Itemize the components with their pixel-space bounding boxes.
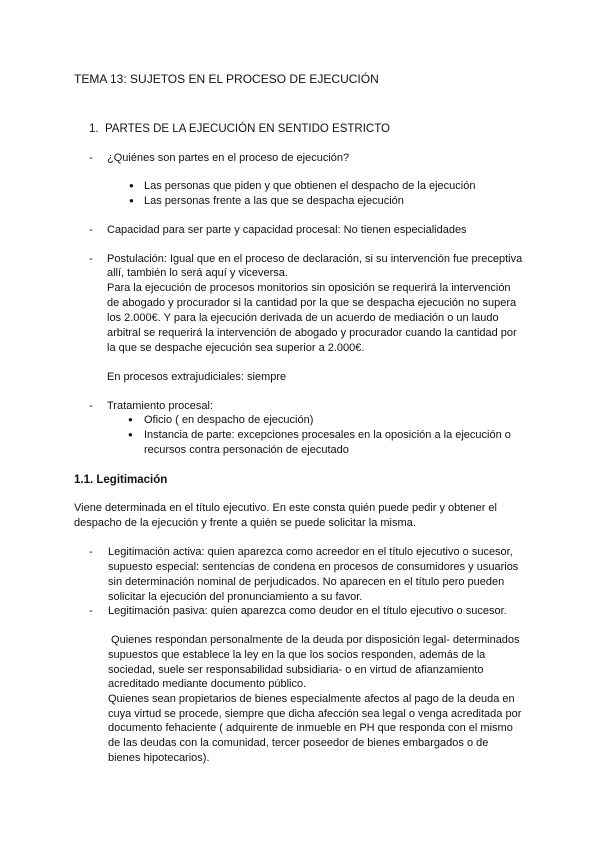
list-dash: -	[89, 546, 93, 558]
paragraph-line: cuya virtud se procede, siempre que dicha afección sea legal o venga acreditada por	[108, 708, 522, 720]
paragraph-line: la que se despache ejecución sea superior a 2.000€.	[107, 342, 365, 354]
bullet-item: Oficio ( en despacho de ejecución)	[144, 414, 314, 426]
paragraph-line: de las deudas con la comunidad, tercer poseedor de bienes embargados o de	[108, 737, 489, 749]
paragraph-line: sin determinación nominal de perjudicados. No aparecen en el título pero pueden	[108, 576, 505, 588]
paragraph-line: solicitar la ejecución del pronunciamiento a su favor.	[108, 591, 363, 603]
paragraph-line: allí, también lo será aquí y viceversa.	[107, 267, 288, 279]
paragraph-line: Quienes sean propietarios de bienes especialmente afectos al pago de la deuda en	[108, 693, 515, 705]
paragraph-line: Legitimación activa: quien aparezca como acreedor en el título ejecutivo o sucesor,	[108, 546, 513, 558]
page-title: TEMA 13: SUJETOS EN EL PROCESO DE EJECUCIÓN	[74, 72, 379, 86]
bullet-item: Las personas que piden y que obtienen el despacho de la ejecución	[144, 180, 476, 192]
list-item: ¿Quiénes son partes en el proceso de ejecución?	[107, 152, 350, 164]
list-item: Capacidad para ser parte y capacidad procesal: No tienen especialidades	[107, 224, 467, 236]
section-heading	[89, 122, 390, 136]
paragraph-line: Postulación: Igual que en el proceso de declaración, si su intervención fue preceptiva	[107, 253, 523, 265]
paragraph-line: Viene determinada en el título ejecutivo. En este consta quién puede pedir y obtener el	[74, 502, 497, 514]
bullet-item: Las personas frente a las que se despacha ejecución	[144, 195, 404, 207]
paragraph-line: de abogado y procurador si la cantidad por la que se despacha ejecución no supera	[107, 297, 517, 309]
paragraph-line: bienes hipotecarios).	[108, 752, 210, 764]
paragraph-line: supuestos que establece la ley en la que los socios responden, además de la	[108, 649, 486, 661]
bullet-item-continuation: recursos contra personación de ejecutado	[144, 444, 349, 456]
list-item: Legitimación pasiva: quien aparezca como deudor en el título ejecutivo o sucesor.	[108, 605, 507, 617]
list-dash: -	[89, 152, 93, 164]
paragraph-line: documento fehaciente ( adquirente de inmueble en PH que responda con el mismo	[108, 722, 513, 734]
list-dash: -	[89, 400, 93, 412]
paragraph-line: acreditado mediante documento público.	[108, 678, 307, 690]
paragraph-line: Quienes respondan personalmente de la deuda por disposición legal- determinados	[108, 634, 520, 646]
list-dash: -	[89, 253, 93, 265]
paragraph-line: En procesos extrajudiciales: siempre	[107, 371, 287, 383]
section-title: PARTES DE LA EJECUCIÓN EN SENTIDO ESTRICTO	[104, 123, 390, 135]
paragraph-line: arbitral se requerirá la intervención de abogado y procurador cuando la cantidad por	[107, 327, 517, 339]
paragraph-line: supuesto especial: sentencias de condena en procesos de consumidores y usuarios	[108, 561, 519, 573]
bullet-dot: ●	[129, 181, 134, 190]
paragraph-line: despacho de la ejecución y frente a quién se puede solicitar la misma.	[74, 517, 416, 529]
list-dash: -	[89, 605, 93, 617]
bullet-dot: ●	[128, 415, 133, 424]
bullet-dot: ●	[129, 196, 134, 205]
bullet-dot: ●	[128, 430, 133, 439]
section-number: 1.	[89, 123, 99, 135]
paragraph-line: Para la ejecución de procesos monitorios sin oposición se requerirá la intervención	[107, 282, 511, 294]
list-item: Tratamiento procesal:	[107, 400, 213, 412]
list-dash: -	[89, 224, 93, 236]
bullet-item: Instancia de parte: excepciones procesales en la oposición a la ejecución o	[144, 429, 511, 441]
paragraph-line: los 2.000€. Y para la ejecución derivada de un acuerdo de mediación o un laudo	[107, 312, 499, 324]
subsection-heading: 1.1. Legitimación	[74, 474, 168, 486]
paragraph-line: sociedad, suele ser responsabilidad subsidiaria- o en virtud de afianzamiento	[108, 664, 484, 676]
